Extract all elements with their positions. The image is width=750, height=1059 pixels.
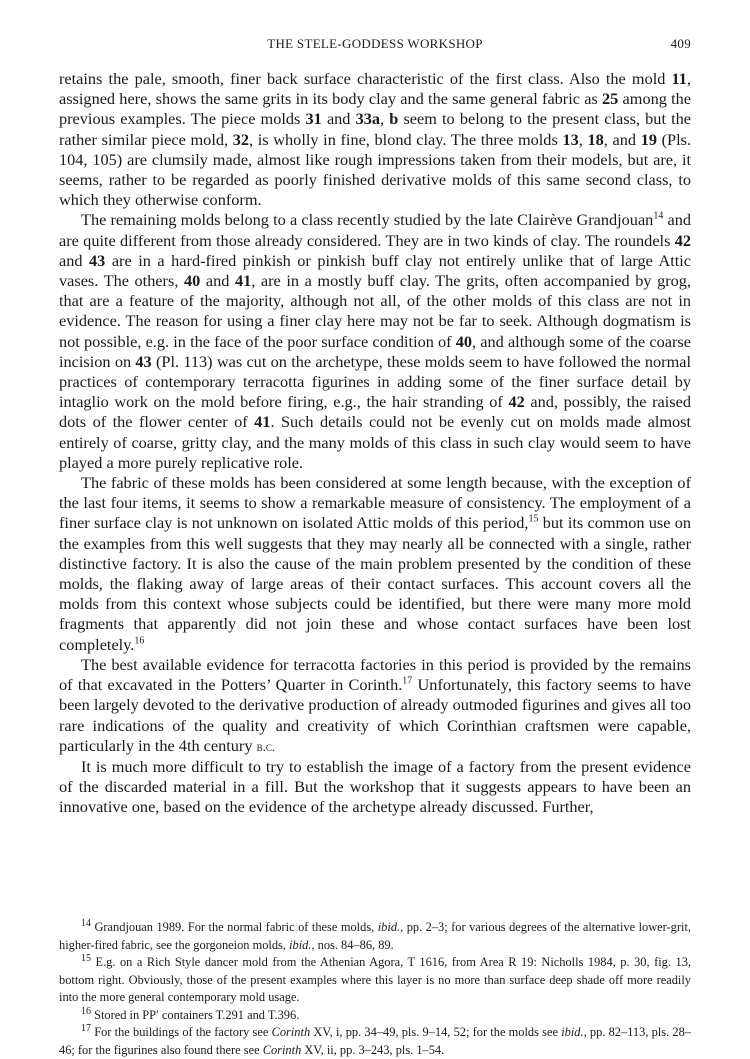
paragraph <box>59 757 691 818</box>
italic-text: ibid. <box>289 937 312 952</box>
catalog-number: 41 <box>234 271 252 291</box>
body-text <box>59 69 691 818</box>
catalog-number: 11 <box>671 69 687 88</box>
catalog-number: b <box>389 109 399 129</box>
footnote-marker: 17 <box>81 1022 91 1034</box>
footnote-marker: 15 <box>528 514 539 526</box>
text-run: , <box>578 129 588 149</box>
catalog-number: 25 <box>602 89 619 109</box>
footnotes <box>59 919 691 1059</box>
paragraph <box>59 69 691 210</box>
text-run: among the previous examples. The piece molds <box>59 89 691 129</box>
page-number: 409 <box>670 36 691 51</box>
text-run: and, possibly, the raised dots of the flower center of <box>59 392 691 432</box>
text-run: and are quite different from those already considered. They are in two kinds of clay. The roundels <box>59 210 692 250</box>
text-run: , are in a mostly buff clay. The grits, often accompanied by grog, that are a feature of the majority, although not all, of the other molds of this class are not in evidence. The reason for using a finer clay here may not be far to seek. Although dogmatism is not possible, e.g. in the face of the poor surface condition of <box>59 271 691 351</box>
text-run: For the buildings of the factory see <box>91 1025 272 1039</box>
catalog-number: 33a <box>355 109 381 129</box>
text-run: Grandjouan 1989. For the normal fabric of these molds, <box>91 920 378 934</box>
italic-text: Corinth <box>262 1042 302 1057</box>
paragraph <box>59 210 691 473</box>
small-caps-text: b.c. <box>256 738 276 754</box>
text-run: and <box>200 271 235 291</box>
italic-text: Corinth <box>271 1025 311 1039</box>
catalog-number: 31 <box>305 109 322 129</box>
text-run: are in a hard-fired pinkish or pinkish buff clay not entirely unlike that of large Attic vases. The others, <box>59 250 691 291</box>
text-run: The remaining molds belong to a class recently studied by the late Clairève Grandjouan <box>81 210 654 230</box>
italic-text: ibid. <box>377 920 401 934</box>
footnote-marker: 14 <box>81 917 91 929</box>
footnote-marker: 14 <box>653 211 664 222</box>
footnote <box>59 919 691 954</box>
text-run: The fabric of these molds has been considered at some length because, with the exception of the last four items, it seems to show a remarkable measure of consistency. The employment of a finer surface clay is not unknown on isolated Attic molds of this period, <box>59 473 691 533</box>
text-run: It is much more difficult to try to establish the image of a factory from the present evidence of the discarded material in a fill. But the workshop that it suggests appears to have been an innovative one, based on the evidence of the archetype already discussed. Further, <box>59 756 691 817</box>
text-run: , and although some of the coarse incision on <box>59 331 691 371</box>
footnote-marker: 16 <box>134 635 145 647</box>
footnote-marker: 16 <box>81 1005 91 1017</box>
text-run: (Pls. 104, 105) are clumsily made, almost like rough impressions taken from their models, but are, it seems, rather to be regarded as poorly finished derivative molds of this same second class, to which they otherwise conform. <box>59 129 692 210</box>
catalog-number: 42 <box>674 230 691 250</box>
catalog-number: 40 <box>183 271 201 291</box>
text-run: , nos. 84–86, 89. <box>311 937 394 952</box>
catalog-number: 19 <box>640 129 657 149</box>
text-run: . Such details could not be evenly cut on molds made almost entirely of coarse, gritty clay, and the many molds of this class in such clay would seem to have played a more purely replicative role. <box>59 412 692 472</box>
footnote <box>59 954 691 1007</box>
text-run: retains the pale, smooth, finer back surface characteristic of the first class. Also the mold <box>59 69 672 88</box>
catalog-number: 43 <box>89 250 106 270</box>
footnote-marker: 17 <box>402 675 413 687</box>
page <box>59 36 692 1057</box>
catalog-number: 40 <box>455 331 473 351</box>
text-run: (Pl. 113) was cut on the archetype, these molds seem to have followed the normal practices of contemporary terracotta figurines in adding some of the finer surface detail by intaglio work on the mold before firing, e.g., the hair stranding of <box>59 351 691 412</box>
footnote <box>59 1024 691 1059</box>
text-run: and <box>321 109 356 129</box>
paragraph <box>59 473 691 655</box>
catalog-number: 41 <box>254 412 271 432</box>
text-run: The best available evidence for terracotta factories in this period is provided by the remains of that excavated in the Potters’ Quarter in Corinth. <box>59 654 691 695</box>
text-run: , is wholly in fine, blond clay. The three molds <box>249 129 563 149</box>
running-header <box>59 36 691 58</box>
text-run: , assigned here, shows the same grits in its body clay and the same general fabric as <box>59 69 691 109</box>
catalog-number: 32 <box>232 129 250 149</box>
text-run: but its common use on the examples from this well suggests that they may nearly all be connected with a single, rather distinctive factory. It is also the cause of the main problem presented by the condition of these molds, the flaking away of large areas of their contact surfaces. This account covers all the molds from this context whose subjects could be identified, but there were many more mold fragments that apparently did not join these and whose contact surfaces have been lost completely. <box>59 513 692 654</box>
running-title: THE STELE-GODDESS WORKSHOP <box>267 36 483 51</box>
text-run: Stored in PP′ containers T.291 and T.396. <box>91 1007 300 1022</box>
text-run: and <box>59 250 90 270</box>
text-run: E.g. on a Rich Style dancer mold from the Athenian Agora, T 1616, from Area R 19: Nicholls 1984, p. 30, fig. 13, bottom right. Obviously, those of the present examples where this layer is no more than surface deep shade off more readily into the more general contemporary mold usage. <box>59 955 691 1004</box>
footnote <box>59 1007 691 1025</box>
italic-text: ibid. <box>561 1025 584 1039</box>
text-run: XV, i, pp. 34–49, pls. 9–14, 52; for the molds see <box>310 1025 562 1039</box>
catalog-number: 43 <box>135 351 152 371</box>
footnote-marker: 15 <box>81 952 91 964</box>
text-run: XV, ii, pp. 3–243, pls. 1–54. <box>301 1042 445 1057</box>
catalog-number: 13 <box>562 129 579 149</box>
text-run: , pp. 2–3; for various degrees of the alternative lower-grit, higher-fired fabric, see the gorgoneion molds, <box>59 920 691 952</box>
catalog-number: 42 <box>508 392 525 412</box>
text-run: , <box>380 109 390 129</box>
text-run: , and <box>603 129 641 149</box>
text-run: , pp. 82–113, pls. 28–46; for the figurines also found there see <box>59 1025 691 1057</box>
text-run: seem to belong to the present class, but the rather similar piece mold, <box>59 109 691 149</box>
paragraph <box>59 655 691 757</box>
text-run: Unfortunately, this factory seems to have been largely devoted to the derivative production of already outmoded figurines and gives all too rare indications of the quality and creativity of which Corinthian craftsmen were capable, particularly in the 4th century <box>59 675 691 755</box>
catalog-number: 18 <box>587 129 604 149</box>
